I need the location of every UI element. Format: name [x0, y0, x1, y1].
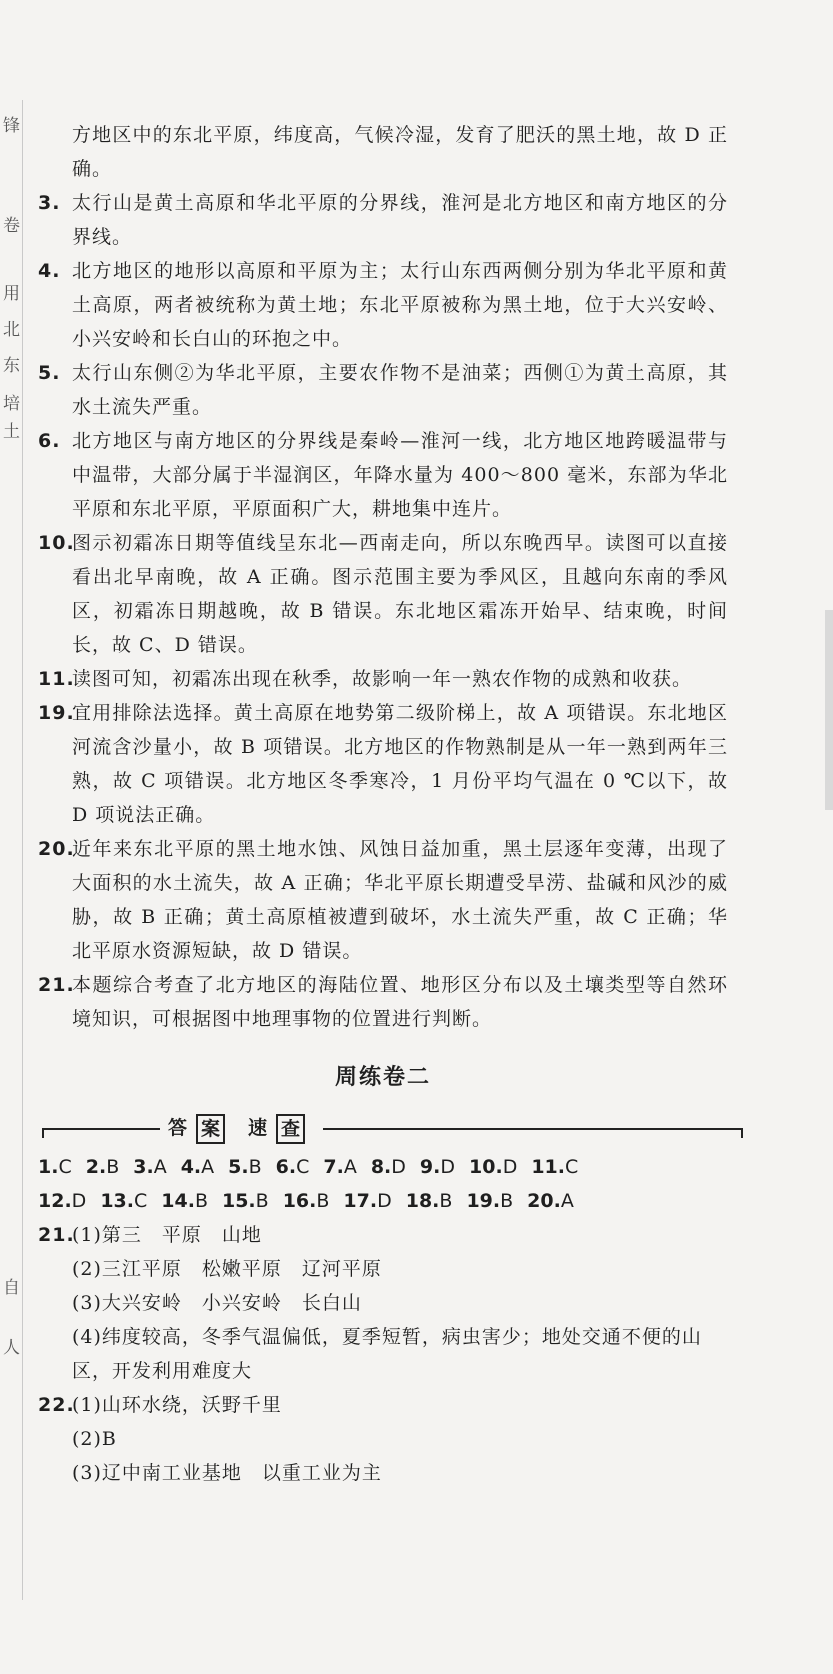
explanation-item — [38, 968, 728, 1036]
mcq-answer: 3.A — [133, 1156, 167, 1178]
header-rule-tick — [42, 1128, 44, 1138]
answer-part: (1)第三 平原 山地 — [72, 1224, 262, 1246]
mcq-answer: 6.C — [275, 1156, 310, 1178]
explanation-text: 宜用排除法选择。黄土高原在地势第二级阶梯上，故 A 项错误。东北地区河流含沙量小，故 B 项错误。北方地区的作物熟制是从一年一熟到两年三熟，故 C 项错误。北方地区冬季寒冷，1 月份平均气温在 0 ℃以下，故 D 项说法正确。 — [72, 702, 728, 826]
answer-part: (3)大兴安岭 小兴安岭 长白山 — [72, 1292, 362, 1314]
main-content — [38, 118, 728, 1490]
item-number: 4. — [38, 260, 61, 282]
answer-part: (2)三江平原 松嫩平原 辽河平原 — [72, 1258, 382, 1280]
mcq-answer: 13.C — [100, 1190, 148, 1212]
mcq-answer: 7.A — [323, 1156, 357, 1178]
item-number: 21. — [38, 974, 75, 996]
explanation-text: 本题综合考查了北方地区的海陆位置、地形区分布以及土壤类型等自然环境知识，可根据图中地理事物的位置进行判断。 — [72, 974, 728, 1030]
explanation-item — [38, 526, 728, 662]
answer-part: (2)B — [72, 1428, 117, 1450]
margin-char: 东 — [3, 356, 20, 376]
mcq-answer: 5.B — [228, 1156, 262, 1178]
header-rule — [42, 1128, 160, 1130]
explanation-text: 北方地区的地形以高原和平原为主；太行山东西两侧分别为华北平原和黄土高原，两者被统称为黄土地；东北平原被称为黑土地，位于大兴安岭、小兴安岭和长白山的环抱之中。 — [72, 260, 728, 350]
margin-char: 锋 — [3, 116, 20, 136]
explanation-item — [38, 696, 728, 832]
margin-char: 土 — [3, 422, 20, 442]
explanation-item — [38, 356, 728, 424]
explanation-text: 读图可知，初霜冻出现在秋季，故影响一年一熟农作物的成熟和收获。 — [72, 668, 693, 690]
mcq-answer: 12.D — [38, 1190, 87, 1212]
explanation-text: 太行山是黄土高原和华北平原的分界线，淮河是北方地区和南方地区的分界线。 — [72, 192, 728, 248]
header-rule — [323, 1128, 743, 1130]
header-boxed-word: 案 — [196, 1114, 225, 1144]
explanation-continued — [38, 118, 728, 186]
mcq-answer: 15.B — [221, 1190, 269, 1212]
answer-item-22 — [38, 1388, 728, 1422]
answer-part: (4)纬度较高，冬季气温偏低，夏季短暂，病虫害少；地处交通不便的山区，开发利用难度大 — [72, 1326, 702, 1382]
mcq-answer: 19.B — [466, 1190, 514, 1212]
item-number: 21. — [38, 1224, 75, 1246]
explanation-text: 北方地区与南方地区的分界线是秦岭—淮河一线，北方地区地跨暖温带与中温带，大部分属于半湿润区，年降水量为 400～800 毫米，东部为华北平原和东北平原，平原面积广大，耕地集中连片。 — [72, 430, 728, 520]
item-number: 19. — [38, 702, 75, 724]
margin-char: 培 — [3, 394, 20, 414]
explanation-text: 方地区中的东北平原，纬度高，气候冷湿，发育了肥沃的黑土地，故 D 正确。 — [72, 124, 728, 180]
mcq-answer: 20.A — [527, 1190, 574, 1212]
mcq-answer: 14.B — [161, 1190, 208, 1212]
page-edge-tab — [825, 610, 833, 810]
header-boxed-word: 查 — [276, 1114, 305, 1144]
explanation-item — [38, 424, 728, 526]
margin-char: 北 — [3, 320, 20, 340]
answer-part: (3)辽中南工业基地 以重工业为主 — [72, 1462, 382, 1484]
margin-char: 自 — [3, 1278, 20, 1298]
explanation-item — [38, 254, 728, 356]
item-number: 22. — [38, 1394, 75, 1416]
item-number: 5. — [38, 362, 61, 384]
margin-char: 用 — [3, 284, 20, 304]
answer-part: (1)山环水绕，沃野千里 — [72, 1394, 282, 1416]
mcq-answer: 9.D — [419, 1156, 456, 1178]
mcq-answer: 10.D — [469, 1156, 518, 1178]
mcq-answer: 8.D — [370, 1156, 406, 1178]
mcq-answer-row — [38, 1150, 728, 1184]
explanation-item — [38, 186, 728, 254]
mcq-answer: 16.B — [282, 1190, 330, 1212]
margin-char: 人 — [3, 1338, 20, 1358]
mcq-answer: 11.C — [531, 1156, 579, 1178]
item-number: 20. — [38, 838, 75, 860]
mcq-answer: 2.B — [85, 1156, 120, 1178]
header-word: 答 — [168, 1117, 188, 1139]
mcq-answer-row — [38, 1184, 728, 1218]
explanation-text: 图示初霜冻日期等值线呈东北—西南走向，所以东晚西早。读图可以直接看出北早南晚，故 A 正确。图示范围主要为季风区，且越向东南的季风区，初霜冻日期越晚，故 B 错误。东北地区霜冻开始早、结束晚，时间长，故 C、D 错误。 — [72, 532, 728, 656]
item-number: 6. — [38, 430, 61, 452]
item-number: 3. — [38, 192, 61, 214]
header-word: 速 — [248, 1117, 268, 1139]
mcq-answer: 4.A — [180, 1156, 215, 1178]
mcq-answer: 17.D — [343, 1190, 392, 1212]
answer-item-21 — [38, 1218, 728, 1252]
explanation-text: 太行山东侧②为华北平原，主要农作物不是油菜；西侧①为黄土高原，其水土流失严重。 — [72, 362, 728, 418]
mcq-answer: 18.B — [405, 1190, 453, 1212]
header-rule-tick — [741, 1128, 743, 1138]
binding-margin — [0, 100, 23, 1600]
margin-char: 卷 — [3, 216, 20, 236]
explanation-text: 近年来东北平原的黑土地水蚀、风蚀日益加重，黑土层逐年变薄，出现了大面积的水土流失，故 A 正确；华北平原长期遭受旱涝、盐碱和风沙的威胁，故 B 正确；黄土高原植被遭到破坏，水土流失严重，故 C 正确；华北平原水资源短缺，故 D 错误。 — [72, 838, 728, 962]
item-number: 10. — [38, 532, 75, 554]
mcq-answer: 1.C — [38, 1156, 72, 1178]
answer-key-header — [38, 1108, 728, 1148]
section-title: 周练卷二 — [334, 1065, 431, 1090]
item-number: 11. — [38, 668, 75, 690]
explanation-item — [38, 832, 728, 968]
explanation-item — [38, 662, 728, 696]
